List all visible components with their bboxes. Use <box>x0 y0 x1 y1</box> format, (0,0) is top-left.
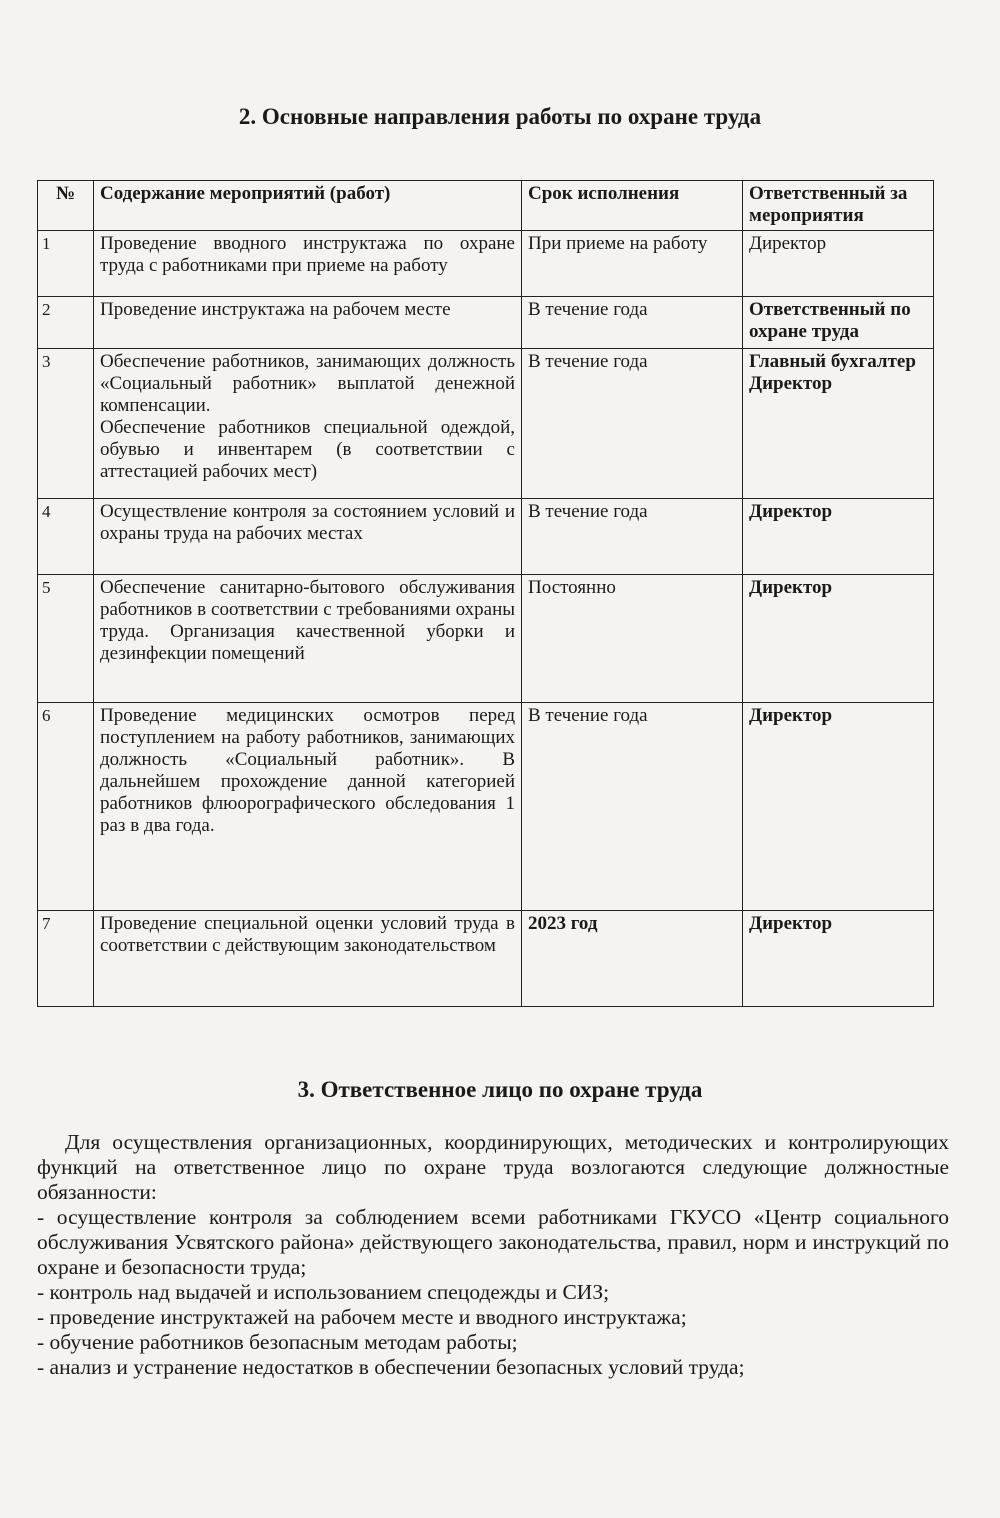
row-content-paragraph: Проведение вводного инструктажа по охране труда с работниками при приеме на работу <box>100 233 515 276</box>
table-row <box>38 575 934 703</box>
row-content-paragraph: Обеспечение работников специальной одеждой, обувью и инвентарем (в соответствии с аттестацией рабочих мест) <box>100 417 515 482</box>
row-term: При приеме на работу <box>522 231 743 297</box>
row-content-paragraph: Обеспечение работников, занимающих должность «Социальный работник» выплатой денежной компенсации. <box>100 351 515 416</box>
row-content <box>94 703 522 911</box>
header-term: Срок исполнения <box>522 181 743 231</box>
table-row <box>38 703 934 911</box>
row-term: В течение года <box>522 499 743 575</box>
row-responsible-name: Директор <box>749 577 833 598</box>
row-number: 7 <box>38 911 94 1007</box>
header-responsible: Ответственный за мероприятия <box>743 181 934 231</box>
row-responsible <box>743 499 934 575</box>
work-plan-table <box>37 180 934 1007</box>
section-3-intro: Для осуществления организационных, координирующих, методических и контролирующих функций на ответственное лицо по охране труда возлогаются следующие должностные обязанности: <box>37 1130 949 1204</box>
row-content-paragraph: Проведение специальной оценки условий труда в соответствии с действующим законодательством <box>100 913 515 956</box>
row-content <box>94 349 522 499</box>
table-row <box>38 349 934 499</box>
row-term: Постоянно <box>522 575 743 703</box>
row-content <box>94 297 522 349</box>
row-responsible <box>743 575 934 703</box>
row-number: 3 <box>38 349 94 499</box>
row-content-paragraph: Проведение инструктажа на рабочем месте <box>100 299 451 320</box>
duties-list <box>37 1205 949 1380</box>
row-number: 1 <box>38 231 94 297</box>
row-content-paragraph: Обеспечение санитарно-бытового обслуживания работников в соответствии с требованиями охраны труда. Организация качественной уборки и дезинфекции помещений <box>100 577 515 664</box>
duty-item: - анализ и устранение недостатков в обеспечении безопасных условий труда; <box>37 1355 745 1379</box>
row-number: 5 <box>38 575 94 703</box>
row-number: 4 <box>38 499 94 575</box>
section-2-title: 2. Основные направления работы по охране труда <box>238 104 762 129</box>
row-responsible <box>743 703 934 911</box>
duty-item: - осуществление контроля за соблюдением всеми работниками ГКУСО «Центр социального обслуживания Усвятского района» действующего законодательства, правил, норм и инструкций по охране и безопасности труда; <box>37 1205 949 1279</box>
row-number: 2 <box>38 297 94 349</box>
row-responsible-name: Ответственный по охране труда <box>749 299 911 342</box>
row-responsible <box>743 297 934 349</box>
row-term: 2023 год <box>522 911 743 1007</box>
row-responsible-name: Директор <box>749 373 833 394</box>
duty-item: - контроль над выдачей и использованием спецодежды и СИЗ; <box>37 1280 610 1304</box>
row-term: В течение года <box>522 349 743 499</box>
table-body <box>38 231 934 1007</box>
row-content <box>94 911 522 1007</box>
header-content: Содержание мероприятий (работ) <box>94 181 522 231</box>
row-content <box>94 499 522 575</box>
row-responsible-name: Директор <box>749 233 827 254</box>
section-3-title: 3. Ответственное лицо по охране труда <box>297 1077 703 1102</box>
row-responsible <box>743 231 934 297</box>
row-content-paragraph: Осуществление контроля за состоянием условий и охраны труда на рабочих местах <box>100 501 515 544</box>
row-responsible-name: Директор <box>749 913 833 934</box>
header-num: № <box>38 181 94 231</box>
table-row <box>38 499 934 575</box>
row-content-paragraph: Проведение медицинских осмотров перед поступлением на работу работников, занимающих должность «Социальный работник». В дальнейшем прохождение данной категорией работников флюорографического обследования 1 раз в два года. <box>100 705 515 836</box>
row-responsible-name: Директор <box>749 501 833 522</box>
section-3-body <box>37 1130 949 1380</box>
table-row <box>38 911 934 1007</box>
row-responsible-name: Главный бухгалтер <box>749 351 916 372</box>
table-row <box>38 297 934 349</box>
duty-item: - обучение работников безопасным методам работы; <box>37 1330 518 1354</box>
duty-item: - проведение инструктажей на рабочем месте и вводного инструктажа; <box>37 1305 687 1329</box>
row-responsible-name: Директор <box>749 705 833 726</box>
row-number: 6 <box>38 703 94 911</box>
table-row <box>38 231 934 297</box>
row-responsible <box>743 349 934 499</box>
row-content <box>94 231 522 297</box>
row-content <box>94 575 522 703</box>
table-header-row <box>38 181 934 231</box>
row-term: В течение года <box>522 297 743 349</box>
row-responsible <box>743 911 934 1007</box>
row-term: В течение года <box>522 703 743 911</box>
